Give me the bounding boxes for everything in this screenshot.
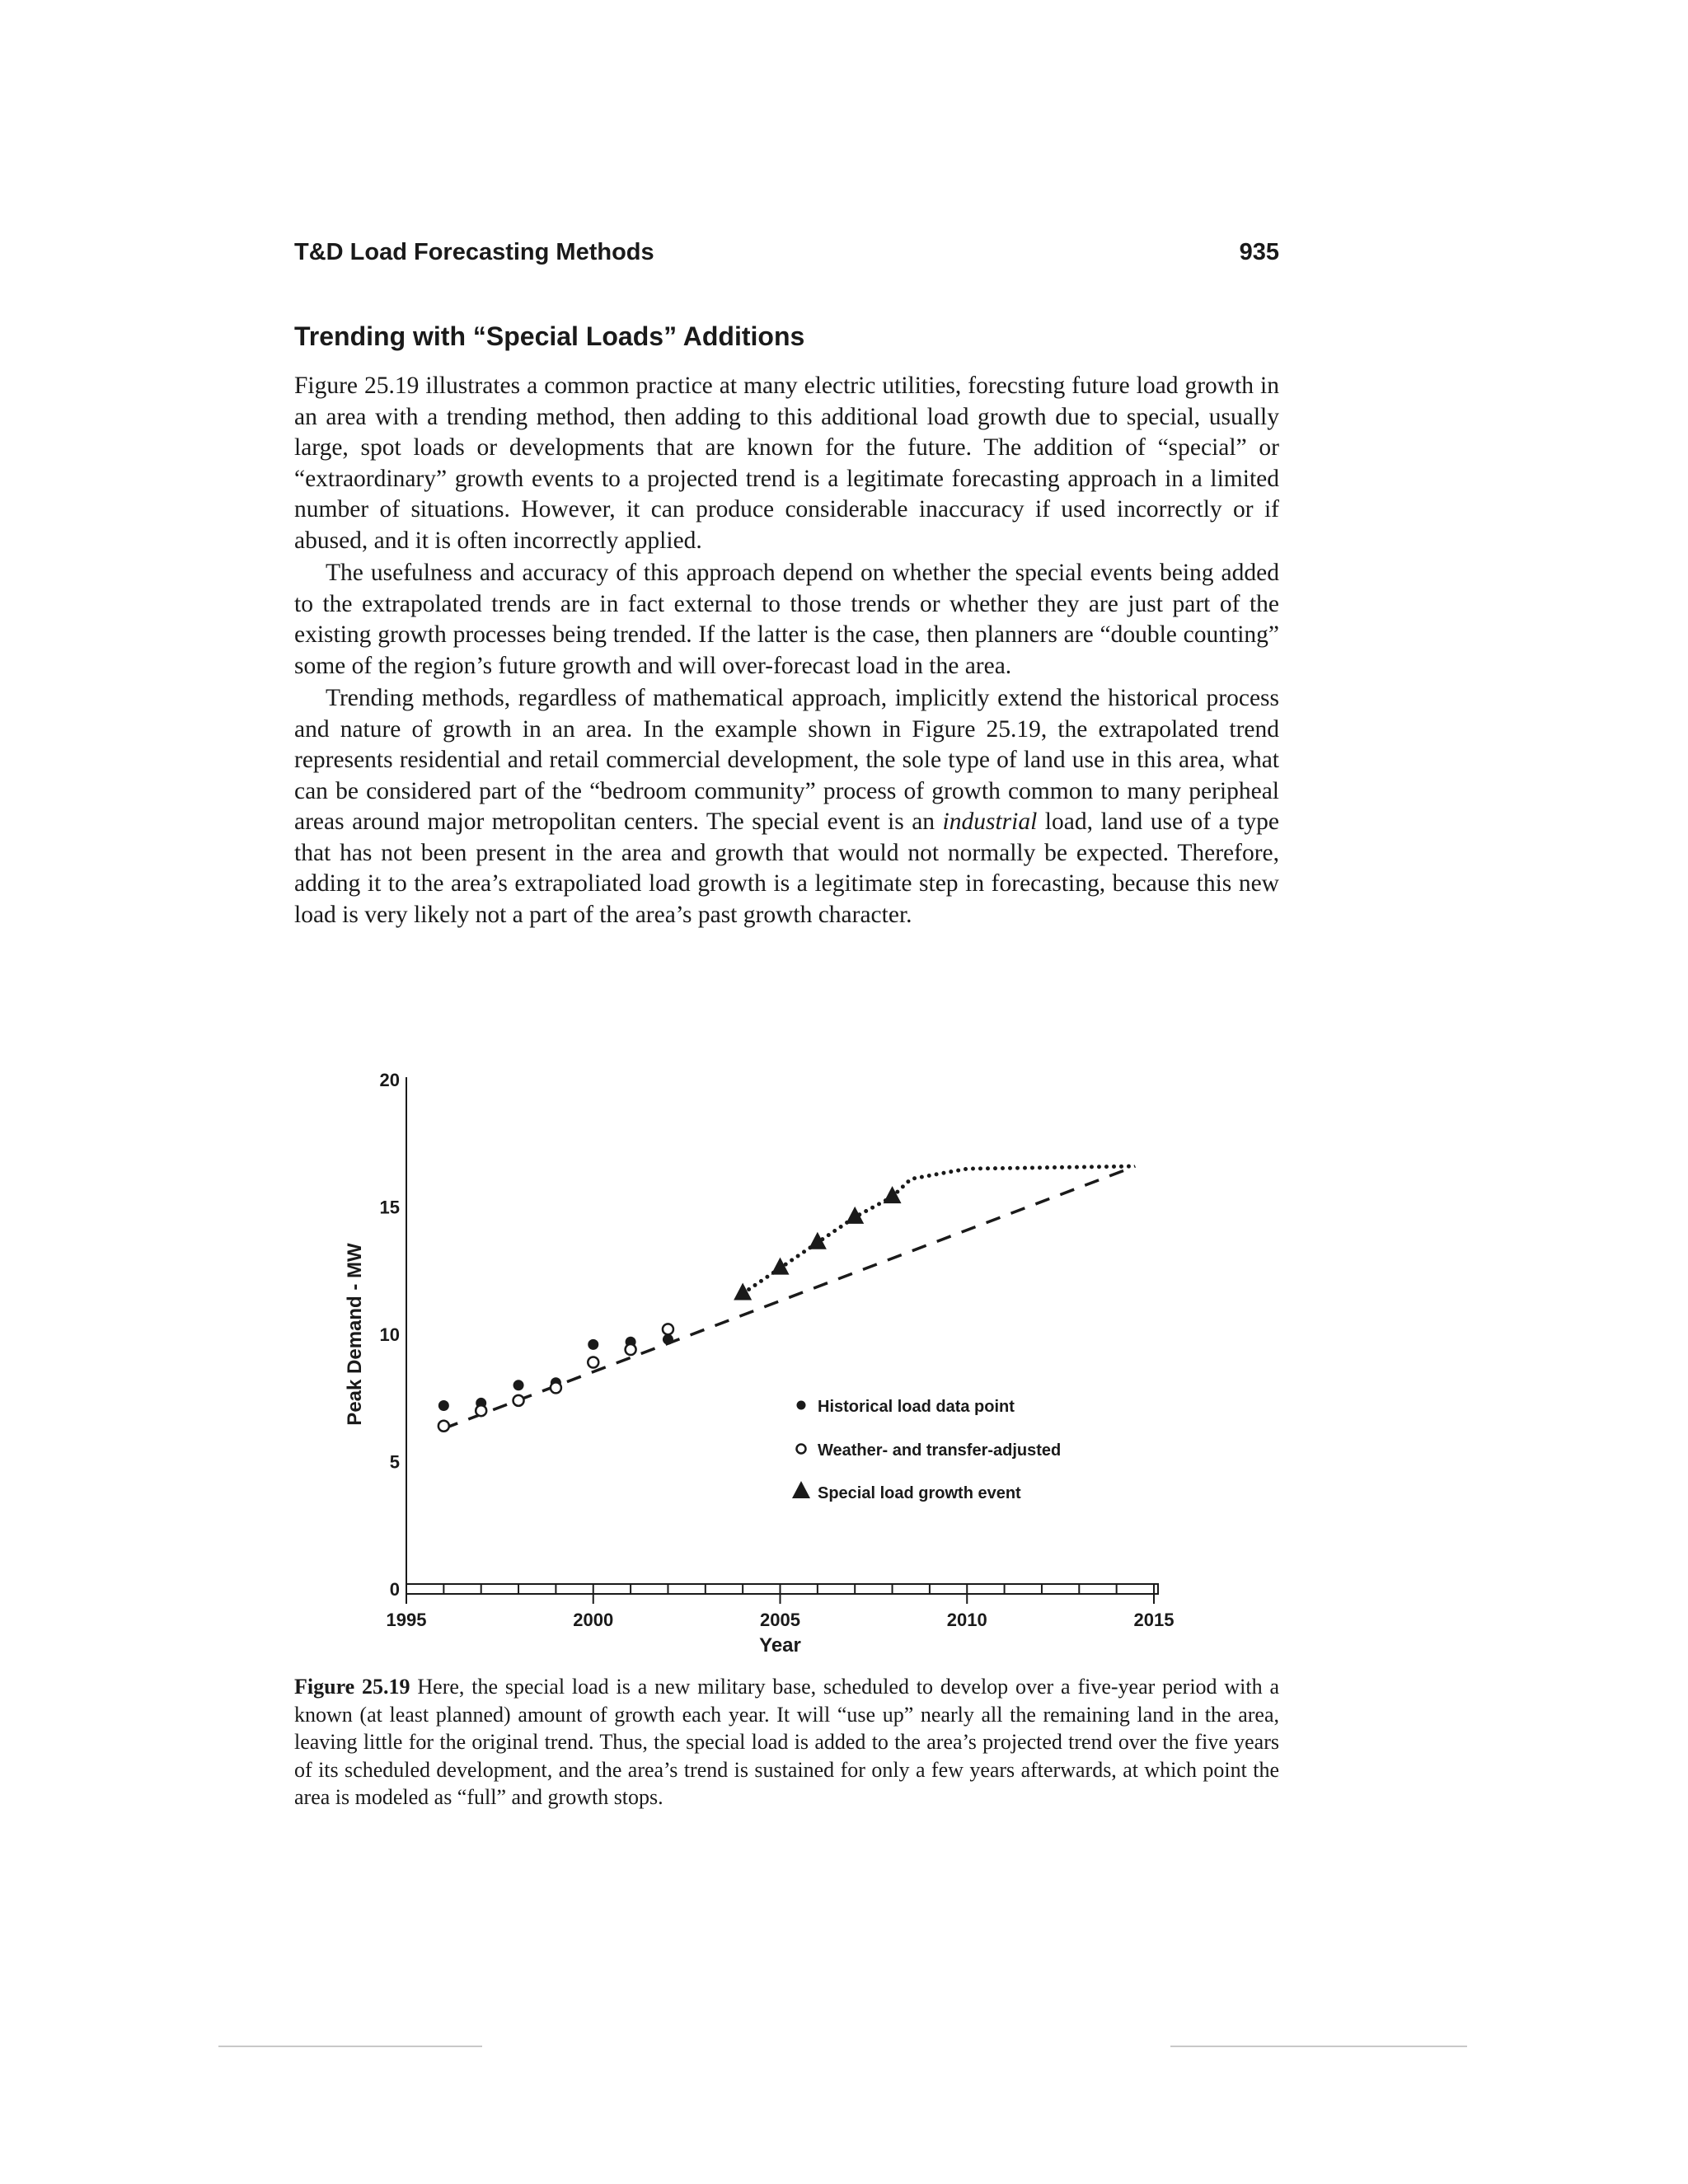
figure [330,1043,1203,1669]
paragraph-3 [294,683,1279,930]
adjusted-data-point [551,1382,561,1393]
scan-artifact-left [218,2046,482,2047]
y-tick-label: 15 [379,1197,400,1218]
x-axis-label: Year [759,1634,801,1657]
x-tick-label: 2015 [1133,1610,1175,1630]
legend-marker-special [792,1481,810,1498]
paragraph-2: The usefulness and accuracy of this approach depend on whether the special events being added to the extrapolated trends are in fact external to those trends or whether they are just part of the existing growth processes being trended. If the latter is the case, then planners are “double counting” some of the region’s future growth and will over-forecast load in the area. [294,560,1279,679]
legend-label: Weather- and transfer-adjusted [818,1441,1062,1460]
legend-marker-historical [797,1401,806,1410]
paragraph-1: Figure 25.19 illustrates a common practice at many electric utilities, forecsting future load growth in an area with a trending method, then adding to this additional load growth due to special, usually large, spot loads or developments that are known for the future. The addition of “special” or “extraordinary” growth events to a projected trend is a legitimate forecasting approach in a limited number of situations. However, it can produce considerable inaccuracy if used incorrectly or if abused, and it is often incorrectly applied. [294,373,1279,554]
figure-caption [294,1673,1279,1811]
running-head [294,239,1279,272]
legend-label: Special load growth event [818,1484,1021,1502]
y-tick-label: 10 [379,1324,400,1345]
body-text [294,371,1279,932]
x-tick-label: 1995 [386,1610,427,1630]
historical-data-point [663,1334,673,1345]
paragraph-3-end: load, land use of a type that has not been present in the area and growth that would not normally be expected. Therefore, adding it to the area’s extrapoliated load growth is a legitimate step in forecasting, because this new load is very likely not a part of the area’s past growth character. [294,808,1279,928]
special-load-event [884,1186,902,1203]
adjusted-data-point [476,1405,486,1416]
adjusted-data-point [626,1344,636,1355]
adjusted-data-point [513,1395,524,1406]
adjusted-data-point [663,1324,673,1334]
x-tick-label: 2000 [573,1610,614,1630]
adjusted-data-point [438,1421,449,1432]
peak-demand-chart [330,1043,1203,1669]
historical-data-point [513,1380,524,1390]
paragraph-3-emphasis: industrial [942,808,1038,835]
section-heading: Trending with “Special Loads” Additions [294,321,805,351]
historical-data-point [588,1339,598,1350]
x-tick-label: 2010 [946,1610,987,1630]
x-tick-label: 2005 [760,1610,800,1630]
y-axis-label: Peak Demand - MW [344,1243,366,1426]
adjusted-data-point [588,1357,598,1367]
page-number: 935 [1239,239,1279,265]
paragraph-3-start: Trending methods, regardless of mathematical approach, implicitly extend the historical process and nature of growth in an area. In the example shown in Figure 25.19, the extrapolated trend represents residential and retail commercial development, the sole type of land use in this area, what can be considered part of the “bedroom community” process of growth common to many peripheal areas around major metropolitan centers. The special event is an [294,685,1279,835]
special-load-event [734,1283,752,1301]
y-tick-label: 0 [389,1579,400,1600]
running-head-title: T&D Load Forecasting Methods [294,239,654,265]
y-tick-label: 5 [389,1451,400,1473]
y-tick-label: 20 [379,1070,400,1090]
historical-data-point [438,1400,449,1411]
legend-label: Historical load data point [818,1398,1015,1416]
scan-artifact-right [1170,2046,1467,2047]
legend-marker-adjusted [797,1445,806,1454]
figure-caption-label: Figure 25.19 [294,1675,410,1699]
trend-line [443,1166,1135,1428]
figure-caption-text: Here, the special load is a new military base, scheduled to develop over a five-year period with a known (at least planned) amount of growth each year. It will “use up” nearly all the remaining land in the area, leaving little for the original trend. Thus, the special load is added to the area’s projected trend over the five years of its scheduled development, and the area’s trend is sustained for only a few years afterwards, at which point the area is modeled as “full” and growth stops. [294,1675,1280,1809]
forecast-line [743,1166,1135,1294]
